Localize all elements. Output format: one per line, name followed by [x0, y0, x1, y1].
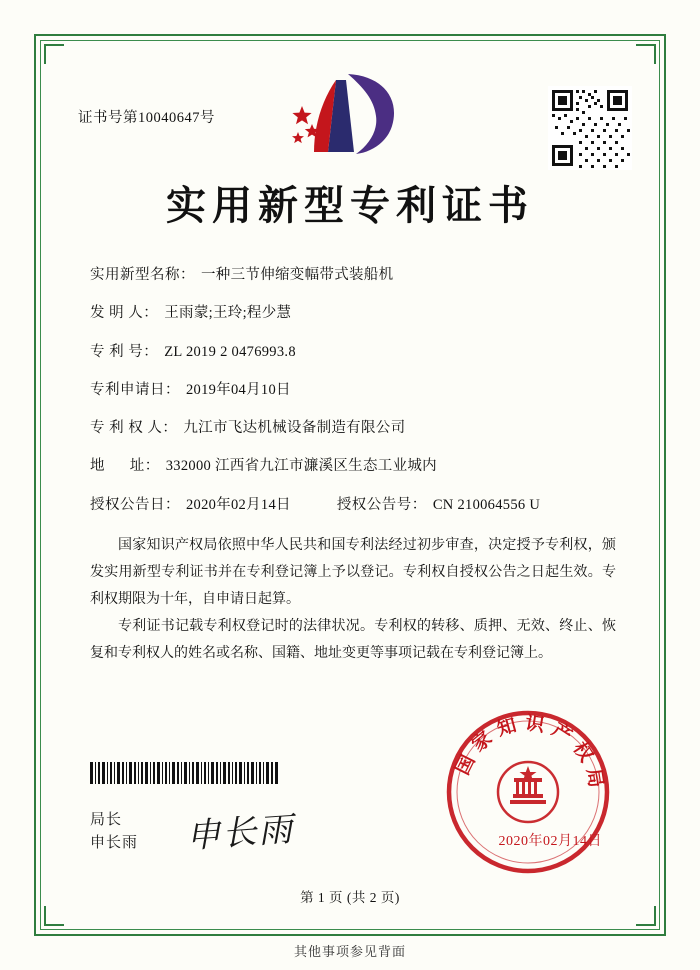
field-row — [90, 265, 624, 287]
page-number: 第 1 页 (共 2 页) — [300, 890, 400, 905]
field-row — [90, 342, 624, 364]
legal-paragraph-2: 专利证书记载专利权登记时的法律状况。专利权的转移、质押、无效、终止、恢复和专利权人的姓名或名称、国籍、地址变更等事项记载在专利登记簿上。 — [90, 619, 616, 662]
field-row — [90, 456, 624, 478]
field-label-inventor: 发 明 人： — [90, 305, 159, 322]
seal-date: 2020年02月14日 — [498, 834, 602, 849]
field-row — [90, 380, 624, 402]
barcode-icon — [90, 762, 280, 784]
legal-paragraph-1: 国家知识产权局依照中华人民共和国专利法经过初步审查，决定授予专利权，颁发实用新型专利证书并在专利登记簿上予以登记。专利权自授权公告之日起生效。专利权期限为十年，自申请日起算。 — [90, 537, 616, 607]
field-row-announcement — [90, 495, 624, 517]
certificate-number: 证书号第10040647号 — [78, 110, 215, 126]
signature-name: 申长雨 — [90, 834, 139, 851]
signature-block — [90, 809, 138, 854]
svg-text:国家知识产权局: 国家知识产权局 — [452, 712, 608, 796]
field-label-patentee: 专 利 权 人： — [90, 420, 178, 436]
official-seal — [444, 708, 612, 876]
legal-text — [60, 533, 640, 668]
cnipa-logo-icon — [284, 66, 416, 162]
field-value-inventor: 王雨蒙;王玲;程少慧 — [164, 305, 292, 322]
field-label-announcement-number: 授权公告号： — [336, 496, 427, 513]
signature-role: 局长 — [90, 812, 123, 828]
field-row — [90, 418, 624, 440]
page-title: 实用新型专利证书 — [166, 183, 534, 228]
field-value-patent-no: ZL 2019 2 0476993.8 — [164, 343, 296, 360]
field-value-patentee: 九江市飞达机械设备制造有限公司 — [183, 420, 406, 436]
field-value-announcement-number: CN 210064556 U — [432, 496, 541, 513]
header-row — [60, 58, 640, 168]
field-value-name: 一种三节伸缩变幅带式装船机 — [201, 267, 394, 283]
field-label-address: 地 址： — [90, 458, 160, 475]
handwritten-signature: 申长雨 — [185, 811, 296, 856]
qr-code-icon — [548, 86, 632, 170]
field-list — [60, 265, 640, 516]
field-label-patent-no: 专 利 号： — [90, 343, 159, 360]
field-label-name: 实用新型名称： — [90, 267, 195, 283]
field-row — [90, 303, 624, 325]
back-side-note: 其他事项参见背面 — [293, 944, 406, 959]
field-value-application-date: 2019年04月10日 — [186, 381, 291, 398]
field-value-address: 332000 江西省九江市濂溪区生态工业城内 — [165, 458, 437, 475]
field-value-announcement-date: 2020年02月14日 — [186, 496, 291, 513]
certificate-content — [60, 58, 640, 912]
field-label-announcement-date: 授权公告日： — [90, 496, 180, 513]
field-label-application-date: 专利申请日： — [90, 381, 180, 398]
